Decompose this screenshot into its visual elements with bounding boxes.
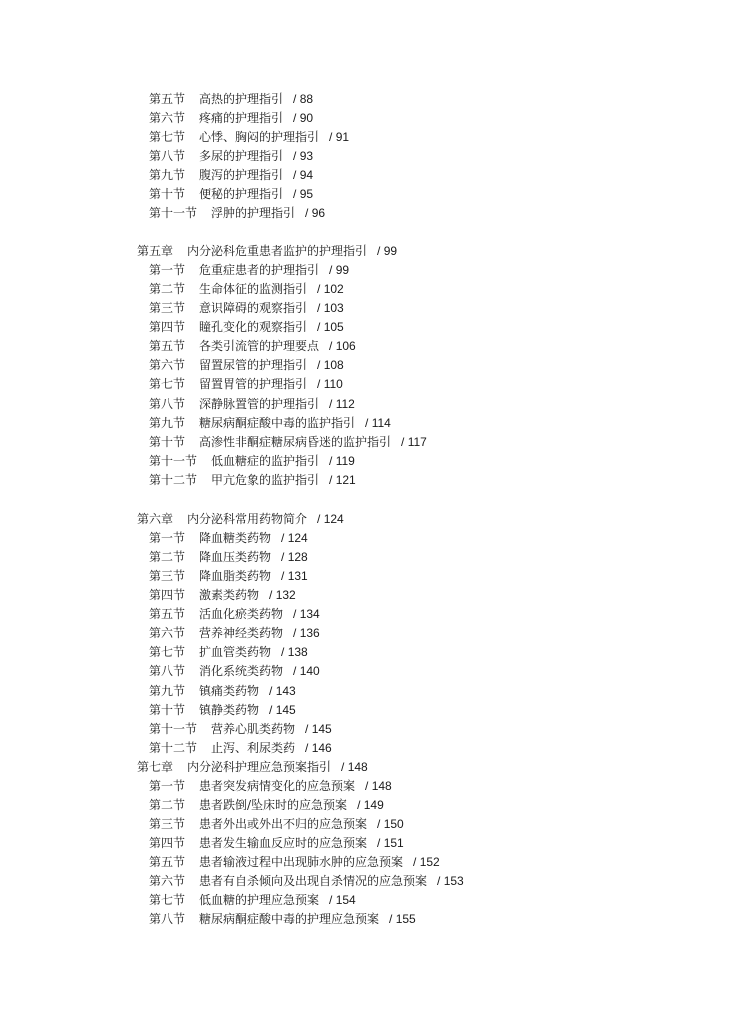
toc-section-entry xyxy=(149,149,313,163)
section-title: 高热的护理指引 xyxy=(199,92,284,106)
page-number: / 153 xyxy=(437,874,464,888)
section-label: 第二节 xyxy=(149,282,186,296)
section-label: 第十二节 xyxy=(149,473,198,487)
section-label: 第十节 xyxy=(149,435,186,449)
section-label: 第七节 xyxy=(149,893,186,907)
section-title: 降血糖类药物 xyxy=(199,531,272,545)
section-title: 营养神经类药物 xyxy=(199,626,284,640)
page-number: / 148 xyxy=(365,779,392,793)
section-label: 第五节 xyxy=(149,855,186,869)
section-title: 糖尿病酮症酸中毒的护理应急预案 xyxy=(199,912,380,926)
section-label: 第二节 xyxy=(149,798,186,812)
section-label: 第八节 xyxy=(149,149,186,163)
section-label: 第四节 xyxy=(149,320,186,334)
page-number: / 155 xyxy=(389,912,416,926)
section-title: 降血脂类药物 xyxy=(199,569,272,583)
section-title: 疼痛的护理指引 xyxy=(199,111,284,125)
section-label: 第一节 xyxy=(149,531,186,545)
section-label: 第八节 xyxy=(149,397,186,411)
chapter-title: 内分泌科危重患者监护的护理指引 xyxy=(187,244,368,258)
toc-section-entry xyxy=(149,607,320,621)
page-number: / 110 xyxy=(317,377,343,391)
section-title: 高渗性非酮症糖尿病昏迷的监护指引 xyxy=(199,435,392,449)
section-title: 危重症患者的护理指引 xyxy=(199,263,320,277)
section-title: 深静脉置管的护理指引 xyxy=(199,397,320,411)
toc-section-entry xyxy=(149,912,416,926)
section-title: 患者突发病情变化的应急预案 xyxy=(199,779,356,793)
toc-section-entry xyxy=(149,569,308,583)
toc-section-entry xyxy=(149,206,325,220)
page-number: / 136 xyxy=(293,626,320,640)
toc-chapter-entry xyxy=(137,244,397,258)
toc-section-entry xyxy=(149,893,356,907)
section-title: 留置胃管的护理指引 xyxy=(199,377,308,391)
page-number: / 94 xyxy=(293,168,314,182)
page-number: / 154 xyxy=(329,893,356,907)
page-number: / 112 xyxy=(329,397,355,411)
section-label: 第一节 xyxy=(149,263,186,277)
page-number: / 103 xyxy=(317,301,344,315)
section-label: 第三节 xyxy=(149,301,186,315)
section-title: 意识障碍的观察指引 xyxy=(199,301,308,315)
section-label: 第七节 xyxy=(149,130,186,144)
page-number: / 151 xyxy=(377,836,404,850)
page-number: / 96 xyxy=(305,206,326,220)
section-title: 低血糖症的监护指引 xyxy=(211,454,320,468)
page-number: / 102 xyxy=(317,282,344,296)
page-number: / 145 xyxy=(305,722,332,736)
toc-section-entry xyxy=(149,263,349,277)
page-number: / 99 xyxy=(329,263,350,277)
section-title: 扩血管类药物 xyxy=(199,645,272,659)
toc-section-entry xyxy=(149,473,356,487)
section-label: 第八节 xyxy=(149,912,186,926)
toc-section-entry xyxy=(149,339,356,353)
page-number: / 106 xyxy=(329,339,356,353)
toc-section-entry xyxy=(149,817,404,831)
section-label: 第五节 xyxy=(149,92,186,106)
section-label: 第九节 xyxy=(149,416,186,430)
page-number: / 95 xyxy=(293,187,314,201)
toc-section-entry xyxy=(149,358,344,372)
section-label: 第十节 xyxy=(149,187,186,201)
toc-section-entry xyxy=(149,92,313,106)
toc-section-entry xyxy=(149,282,344,296)
toc-chapter-entry xyxy=(137,760,368,774)
toc-section-entry xyxy=(149,798,384,812)
section-label: 第十二节 xyxy=(149,741,198,755)
page-number: / 117 xyxy=(401,435,427,449)
page-number: / 121 xyxy=(329,473,356,487)
page-number: / 138 xyxy=(281,645,308,659)
section-title: 留置尿管的护理指引 xyxy=(199,358,308,372)
toc-section-entry xyxy=(149,397,355,411)
section-title: 活血化瘀类药物 xyxy=(199,607,284,621)
page-number: / 108 xyxy=(317,358,344,372)
section-label: 第五节 xyxy=(149,339,186,353)
section-label: 第十一节 xyxy=(149,454,198,468)
section-title: 各类引流管的护理要点 xyxy=(199,339,320,353)
page-number: / 119 xyxy=(329,454,355,468)
toc-section-entry xyxy=(149,377,343,391)
page-number: / 150 xyxy=(377,817,404,831)
section-label: 第六节 xyxy=(149,874,186,888)
section-label: 第十一节 xyxy=(149,206,198,220)
page-number: / 114 xyxy=(365,416,391,430)
page-number: / 124 xyxy=(317,512,344,526)
section-label: 第九节 xyxy=(149,684,186,698)
page-number: / 145 xyxy=(269,703,296,717)
page-number: / 149 xyxy=(357,798,384,812)
chapter-title: 内分泌科护理应急预案指引 xyxy=(187,760,332,774)
toc-section-entry xyxy=(149,168,313,182)
toc-section-entry xyxy=(149,626,320,640)
page-number: / 140 xyxy=(293,664,320,678)
toc-section-entry xyxy=(149,550,308,564)
chapter-title: 内分泌科常用药物简介 xyxy=(187,512,308,526)
section-label: 第七节 xyxy=(149,645,186,659)
toc-section-entry xyxy=(149,130,349,144)
toc-section-entry xyxy=(149,703,296,717)
section-title: 低血糖的护理应急预案 xyxy=(199,893,320,907)
section-title: 镇痛类药物 xyxy=(199,684,260,698)
chapter-label: 第六章 xyxy=(137,512,174,526)
section-title: 浮肿的护理指引 xyxy=(211,206,296,220)
toc-section-entry xyxy=(149,435,427,449)
toc-section-entry xyxy=(149,779,392,793)
section-title: 止泻、利尿类药 xyxy=(211,741,296,755)
section-title: 生命体征的监测指引 xyxy=(199,282,308,296)
page-number: / 88 xyxy=(293,92,314,106)
chapter-label: 第五章 xyxy=(137,244,174,258)
chapter-label: 第七章 xyxy=(137,760,174,774)
section-label: 第十节 xyxy=(149,703,186,717)
toc-section-entry xyxy=(149,836,404,850)
toc-section-entry xyxy=(149,531,308,545)
toc-chapter-entry xyxy=(137,512,344,526)
section-label: 第六节 xyxy=(149,358,186,372)
section-title: 患者外出或外出不归的应急预案 xyxy=(199,817,368,831)
section-title: 降血压类药物 xyxy=(199,550,272,564)
toc-section-entry xyxy=(149,416,391,430)
toc-section-entry xyxy=(149,722,332,736)
toc-section-entry xyxy=(149,645,308,659)
toc-section-entry xyxy=(149,664,320,678)
page-number: / 146 xyxy=(305,741,332,755)
section-title: 激素类药物 xyxy=(199,588,260,602)
section-title: 患者输液过程中出现肺水肿的应急预案 xyxy=(199,855,404,869)
section-label: 第二节 xyxy=(149,550,186,564)
section-label: 第一节 xyxy=(149,779,186,793)
section-title: 腹泻的护理指引 xyxy=(199,168,284,182)
page-number: / 148 xyxy=(341,760,368,774)
page-number: / 131 xyxy=(281,569,308,583)
page-number: / 93 xyxy=(293,149,314,163)
section-title: 患者发生输血反应时的应急预案 xyxy=(199,836,368,850)
toc-section-entry xyxy=(149,684,296,698)
page-number: / 143 xyxy=(269,684,296,698)
page-number: / 91 xyxy=(329,130,350,144)
section-label: 第六节 xyxy=(149,626,186,640)
section-label: 第七节 xyxy=(149,377,186,391)
section-title: 瞳孔变化的观察指引 xyxy=(199,320,308,334)
toc-section-entry xyxy=(149,855,440,869)
section-label: 第五节 xyxy=(149,607,186,621)
toc-section-entry xyxy=(149,111,313,125)
page-number: / 124 xyxy=(281,531,308,545)
section-label: 第三节 xyxy=(149,817,186,831)
section-title: 患者有自杀倾向及出现自杀情况的应急预案 xyxy=(199,874,428,888)
section-title: 糖尿病酮症酸中毒的监护指引 xyxy=(199,416,356,430)
toc-section-entry xyxy=(149,301,344,315)
section-title: 营养心肌类药物 xyxy=(211,722,296,736)
page-number: / 90 xyxy=(293,111,314,125)
section-title: 多尿的护理指引 xyxy=(199,149,284,163)
section-label: 第八节 xyxy=(149,664,186,678)
page-number: / 105 xyxy=(317,320,344,334)
page-number: / 99 xyxy=(377,244,398,258)
section-label: 第六节 xyxy=(149,111,186,125)
section-label: 第十一节 xyxy=(149,722,198,736)
toc-section-entry xyxy=(149,741,332,755)
section-label: 第四节 xyxy=(149,836,186,850)
toc-section-entry xyxy=(149,874,464,888)
section-label: 第九节 xyxy=(149,168,186,182)
toc-section-entry xyxy=(149,187,313,201)
section-title: 镇静类药物 xyxy=(199,703,260,717)
toc-section-entry xyxy=(149,320,344,334)
section-label: 第四节 xyxy=(149,588,186,602)
toc-section-entry xyxy=(149,454,355,468)
section-title: 消化系统类药物 xyxy=(199,664,284,678)
section-title: 心悸、胸闷的护理指引 xyxy=(199,130,320,144)
page-number: / 132 xyxy=(269,588,296,602)
toc-section-entry xyxy=(149,588,296,602)
section-label: 第三节 xyxy=(149,569,186,583)
section-title: 患者跌倒/坠床时的应急预案 xyxy=(199,798,348,812)
section-title: 甲亢危象的监护指引 xyxy=(211,473,320,487)
page-number: / 134 xyxy=(293,607,320,621)
section-title: 便秘的护理指引 xyxy=(199,187,284,201)
page-number: / 128 xyxy=(281,550,308,564)
page-number: / 152 xyxy=(413,855,440,869)
